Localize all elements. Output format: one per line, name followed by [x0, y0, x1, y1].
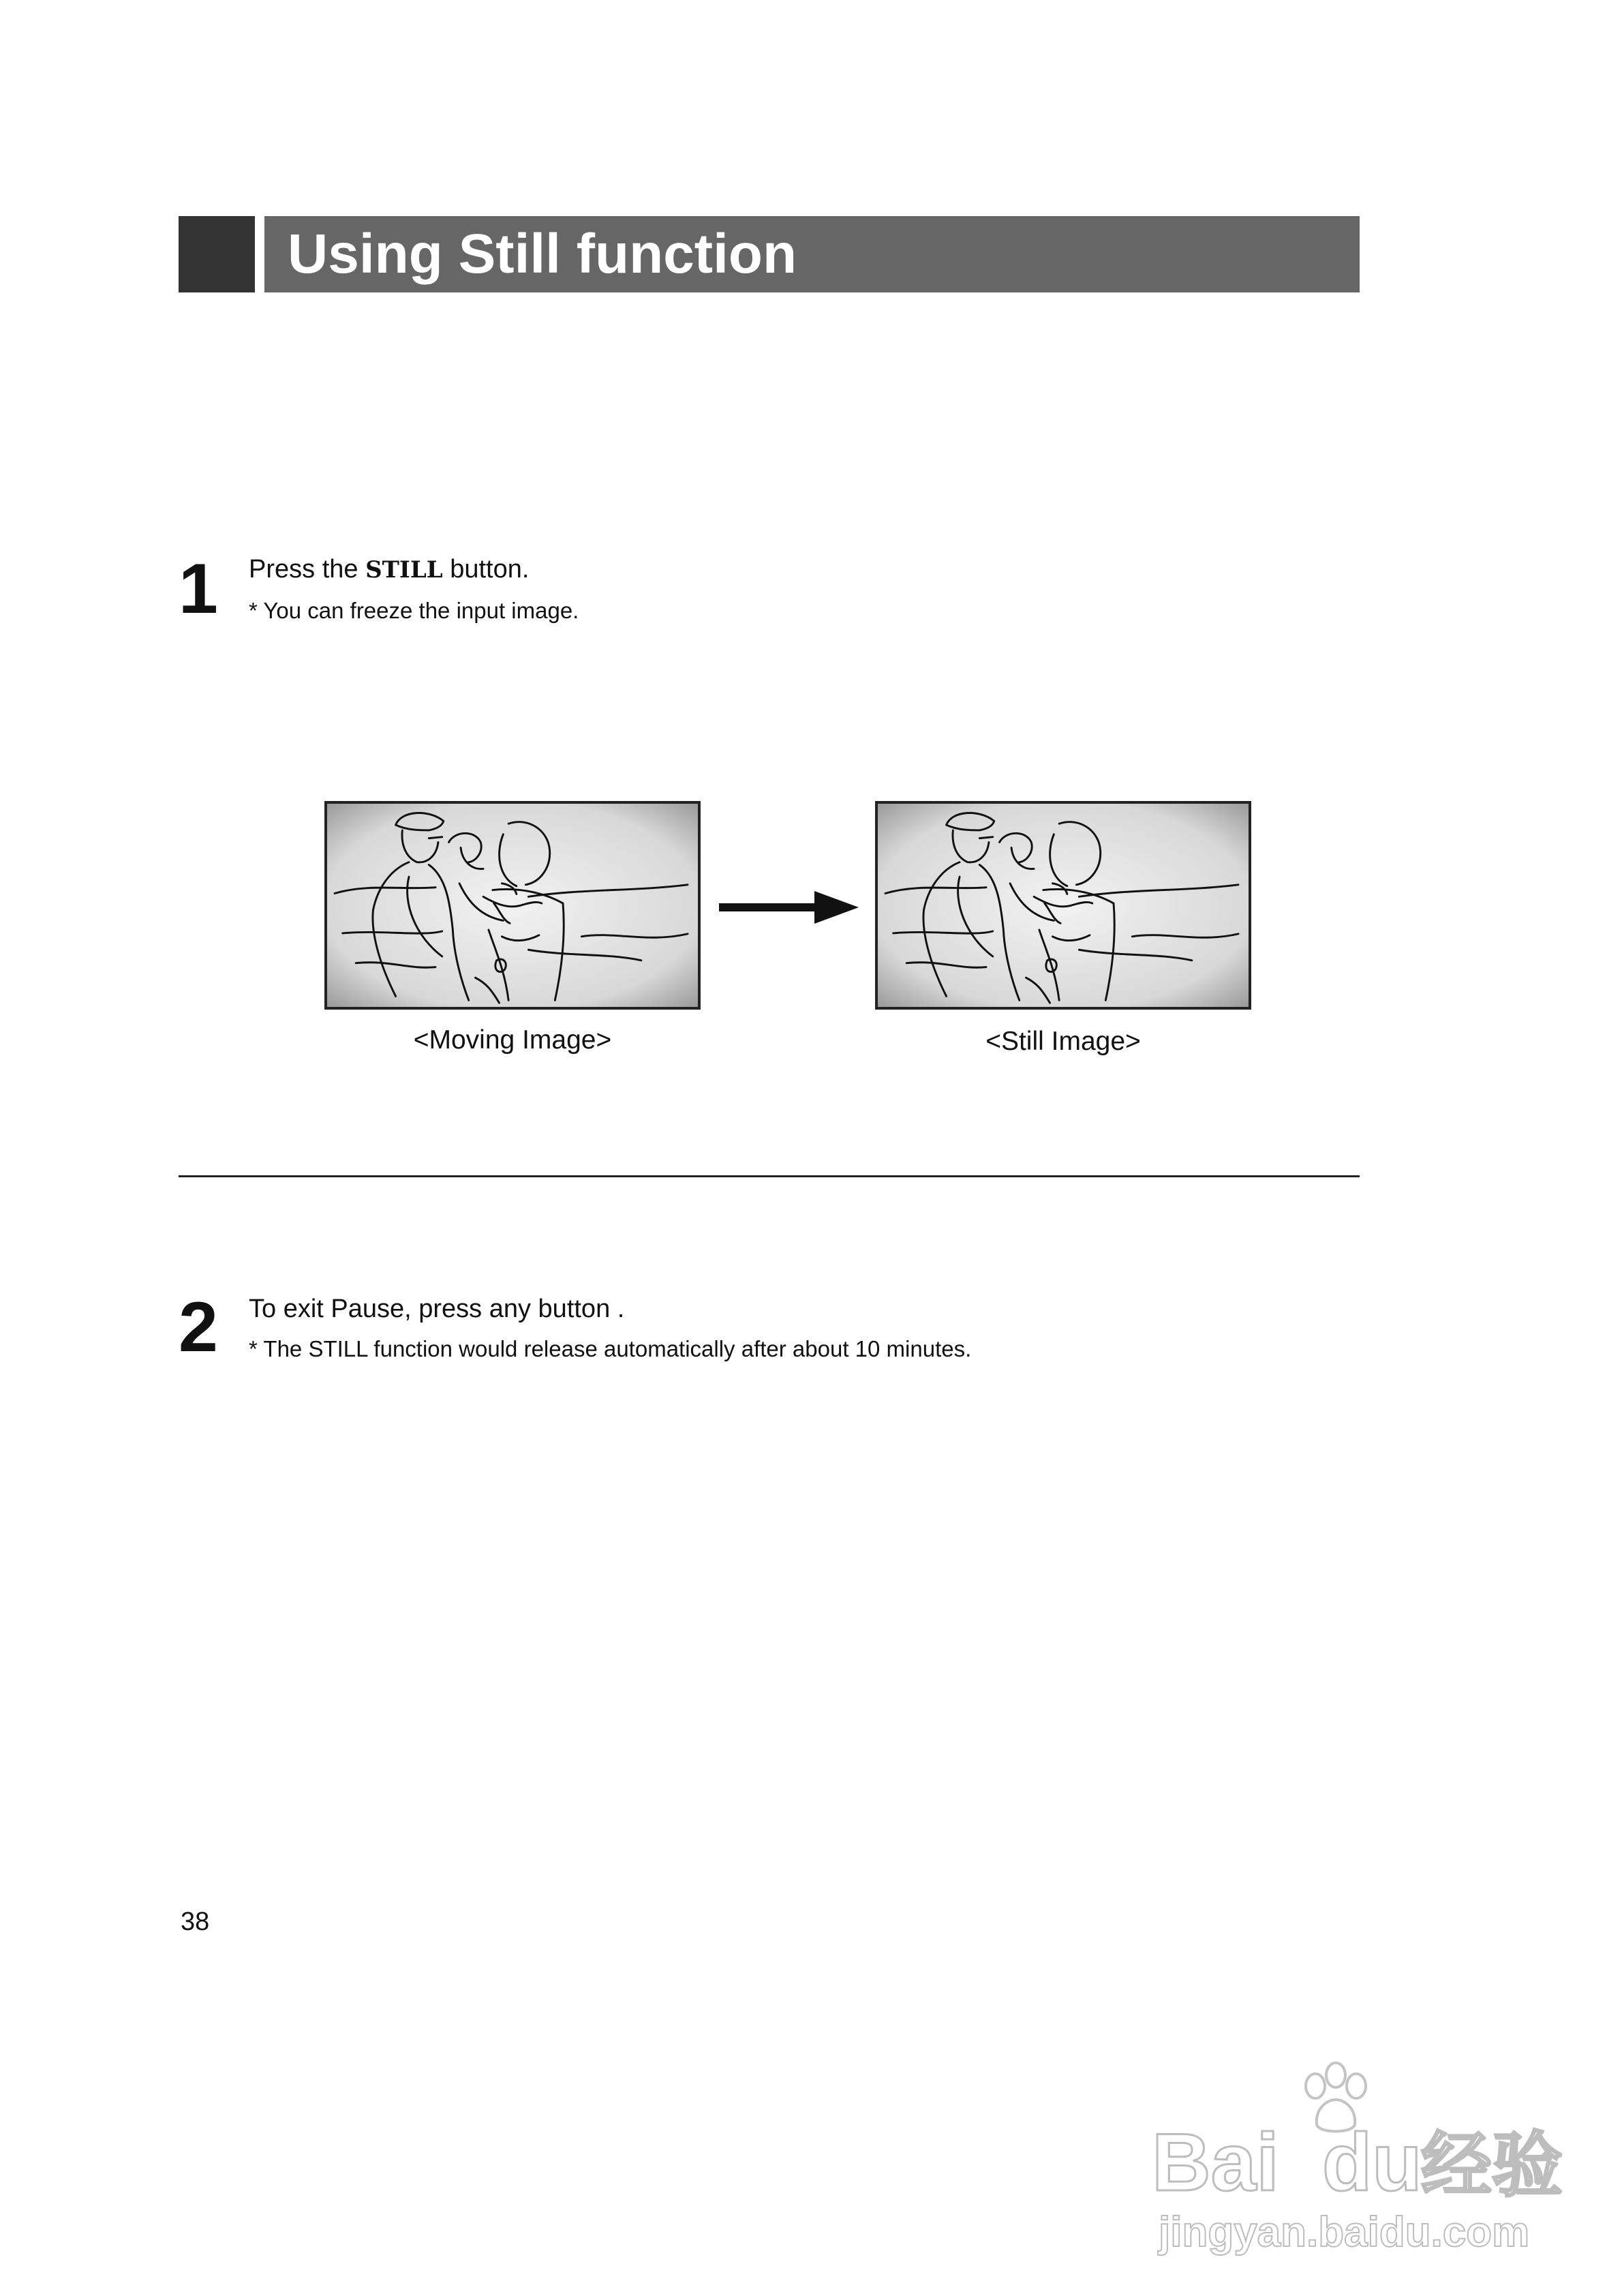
arrow-icon — [719, 890, 859, 925]
section-divider — [179, 1175, 1360, 1177]
header-block — [179, 216, 255, 292]
moving-image-frame — [324, 801, 701, 1010]
still-image-illustration — [878, 804, 1249, 1007]
still-button-label: STILL — [365, 556, 443, 584]
step-1-text-before: Press the — [249, 555, 366, 584]
step-1-instruction — [249, 554, 529, 586]
step-2-number: 2 — [179, 1288, 218, 1367]
step-2-note: * The STILL function would release automatically after about 10 minutes. — [249, 1336, 972, 1361]
moving-image-illustration — [327, 804, 698, 1007]
still-image-caption: <Still Image> — [985, 1027, 1141, 1056]
watermark-brand-cn: 经验 — [1421, 2126, 1563, 2205]
page-title: Using Still function — [288, 223, 797, 285]
watermark-brand-right: du — [1322, 2117, 1422, 2208]
baidu-watermark — [1152, 2059, 1563, 2263]
step-1-text-after: button. — [442, 555, 530, 584]
still-image-frame — [875, 801, 1251, 1010]
step-2-instruction: To exit Pause, press any button . — [249, 1295, 625, 1323]
watermark-url: jingyan.baidu.com — [1159, 2209, 1530, 2256]
watermark-brand-left: Bai — [1152, 2117, 1279, 2208]
page-number: 38 — [181, 1907, 210, 1936]
moving-image-caption: <Moving Image> — [413, 1025, 612, 1055]
step-1-note: * You can freeze the input image. — [249, 598, 579, 623]
step-1-number: 1 — [179, 549, 218, 629]
